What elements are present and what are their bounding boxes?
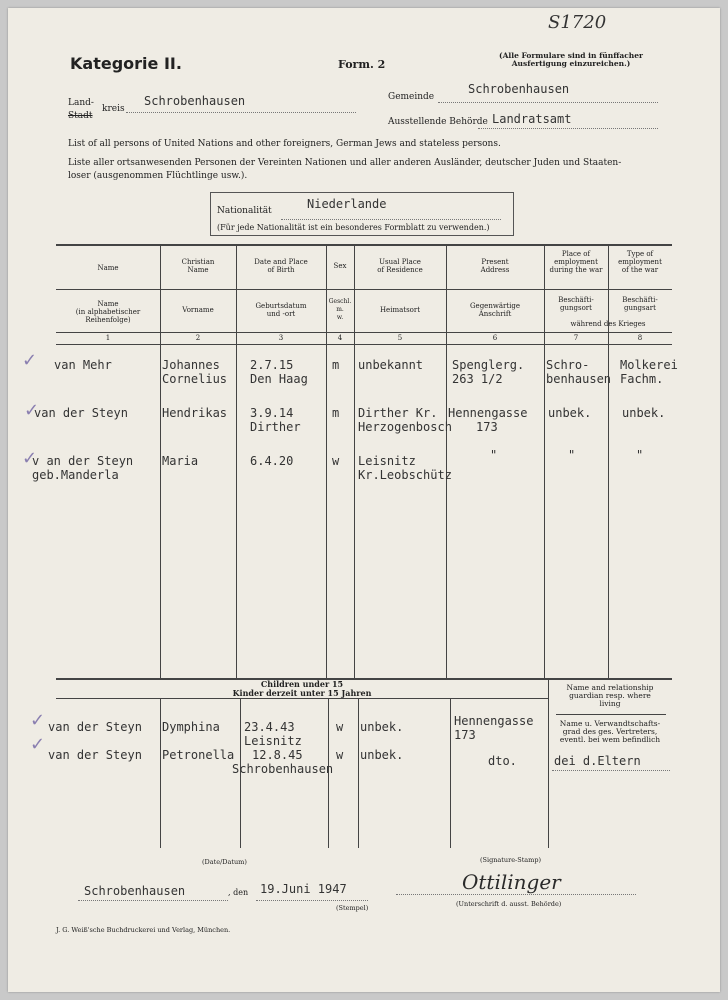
col-place-de: Beschäfti- gungsort [558, 296, 594, 312]
guardian-header-de: Name u. Verwandtschafts- grad des ges. Vertreters, eventl. bei wem befindlich [559, 719, 661, 744]
gemeinde-value: Schrobenhausen [468, 82, 570, 96]
row-name: van Mehr [54, 358, 112, 372]
nationality-label: Nationalität [217, 206, 272, 216]
signature-label: (Signature-Stamp) [480, 856, 542, 864]
form-number: Form. 2 [338, 58, 386, 71]
check-mark-icon: ✓ [24, 400, 40, 421]
col-address-en: Present Address [480, 258, 510, 274]
nationality-box [210, 192, 514, 236]
signature: Ottilinger [462, 870, 561, 894]
col-sex-en: Sex [333, 262, 347, 270]
child-birth: 23.4.43 Leisnitz [244, 720, 302, 748]
col-home-de: Heimatsort [379, 306, 421, 314]
col-1-num: 1 [105, 334, 111, 342]
row-type: Molkerei Fachm. [620, 358, 678, 386]
child-address: Hennengasse 173 [454, 714, 534, 742]
intro-english: List of all persons of United Nations and other foreigners, German Jews and stateless persons. [68, 139, 501, 149]
col-3-num: 3 [278, 334, 284, 342]
row-type: unbek. [622, 406, 666, 420]
place-value: Schrobenhausen [84, 884, 186, 898]
doc-number: S1720 [548, 12, 607, 33]
copies-note: (Alle Formulare sind in fünffacher Ausfertigung einzureichen.) [499, 51, 643, 68]
child-first: Dymphina [162, 720, 220, 734]
row-first: Maria [162, 454, 199, 468]
row-address: Spenglerg. 263 1/2 [452, 358, 525, 386]
col-address-de: Gegenwärtige Anschrift [469, 302, 521, 318]
child-home: unbek. [360, 720, 404, 734]
during-war-label: während des Krieges [570, 320, 646, 328]
row-address: Hennengasse 173 [448, 406, 528, 434]
child-birth: 12.8.45 Schrobenhausen [232, 748, 334, 776]
check-mark-icon: ✓ [30, 710, 46, 731]
printer-line: J. G. Weiß'sche Buchdruckerei und Verlag, München. [56, 926, 231, 934]
child-first: Petronella [162, 748, 235, 762]
landkreis-label-kreis: kreis [102, 104, 125, 114]
row-place: unbek. [548, 406, 592, 420]
col-sex-de: Geschl. m. w. [328, 298, 352, 321]
form-page [8, 8, 720, 992]
row-address: " [490, 448, 498, 462]
landkreis-label-top: Land- [68, 98, 94, 108]
row-birth: 6.4.20 [250, 454, 294, 468]
col-birth-en: Date and Place of Birth [254, 258, 308, 274]
row-name: van der Steyn [34, 406, 128, 420]
row-first: Johannes Cornelius [162, 358, 228, 386]
col-7-num: 7 [573, 334, 579, 342]
row-sex: w [332, 454, 340, 468]
col-8-num: 8 [637, 334, 643, 342]
check-mark-icon: ✓ [22, 350, 38, 371]
row-home: unbekannt [358, 358, 424, 372]
col-type-en: Type of employment of the war [618, 250, 662, 274]
unterschrift-label: (Unterschrift d. ausst. Behörde) [456, 900, 562, 908]
nationality-note: (Für jede Nationalität ist ein besonderes Formblatt zu verwenden.) [217, 223, 490, 232]
behoerde-label: Ausstellende Behörde [388, 117, 488, 127]
den-label: , den [228, 888, 249, 897]
date-label: (Date/Datum) [202, 858, 247, 866]
col-name-de: Name (in alphabetischer Reihenfolge) [75, 300, 141, 324]
nationality-value: Niederlande [307, 197, 387, 211]
row-name: v an der Steyn geb.Manderla [32, 454, 134, 482]
child-name: van der Steyn [48, 720, 142, 734]
row-birth: 3.9.14 Dirther [250, 406, 301, 434]
row-place: " [568, 448, 576, 462]
landkreis-value: Schrobenhausen [144, 94, 246, 108]
col-first-en: Christian Name [181, 258, 215, 274]
col-4-num: 4 [337, 334, 343, 342]
row-sex: m [332, 358, 340, 372]
row-birth: 2.7.15 Den Haag [250, 358, 308, 386]
gemeinde-label: Gemeinde [388, 92, 435, 102]
col-first-de: Vorname [182, 306, 214, 314]
category-title: Kategorie II. [70, 54, 182, 73]
child-sex: w [336, 748, 344, 762]
stadt-struck: Stadt [68, 111, 93, 121]
col-type-de: Beschäfti- gungsart [622, 296, 658, 312]
guardian-header-en: Name and relationship guardian resp. where living [566, 683, 654, 708]
row-home: Leisnitz Kr.Leobschütz [358, 454, 452, 482]
date-value: 19.Juni 1947 [260, 882, 347, 896]
col-birth-de: Geburtsdatum und -ort [255, 302, 307, 318]
child-address: dto. [488, 754, 517, 768]
col-5-num: 5 [397, 334, 403, 342]
col-name-en: Name [97, 264, 119, 272]
row-home: Dirther Kr. Herzogenbosch [358, 406, 452, 434]
col-6-num: 6 [492, 334, 498, 342]
row-sex: m [332, 406, 340, 420]
col-place-en: Place of employment during the war [549, 250, 603, 274]
check-mark-icon: ✓ [22, 448, 38, 469]
row-place: Schro- benhausen [546, 358, 612, 386]
col-2-num: 2 [195, 334, 201, 342]
child-sex: w [336, 720, 344, 734]
intro-german-2: loser (ausgenommen Flüchtlinge usw.). [68, 171, 248, 181]
check-mark-icon: ✓ [30, 734, 46, 755]
stempel-label: (Stempel) [336, 904, 369, 912]
child-home: unbek. [360, 748, 404, 762]
row-type: " [636, 448, 644, 462]
row-first: Hendrikas [162, 406, 228, 420]
children-title: Children under 15 Kinder derzeit unter 15 Jahren [232, 679, 372, 698]
behoerde-value: Landratsamt [492, 112, 572, 126]
col-home-en: Usual Place of Residence [377, 258, 423, 274]
intro-german-1: Liste aller ortsanwesenden Personen der Vereinten Nationen und aller anderen Ausländer, deutscher Juden und Staaten- [68, 158, 622, 168]
child-guardian: dei d.Eltern [554, 754, 641, 768]
child-name: van der Steyn [48, 748, 142, 762]
